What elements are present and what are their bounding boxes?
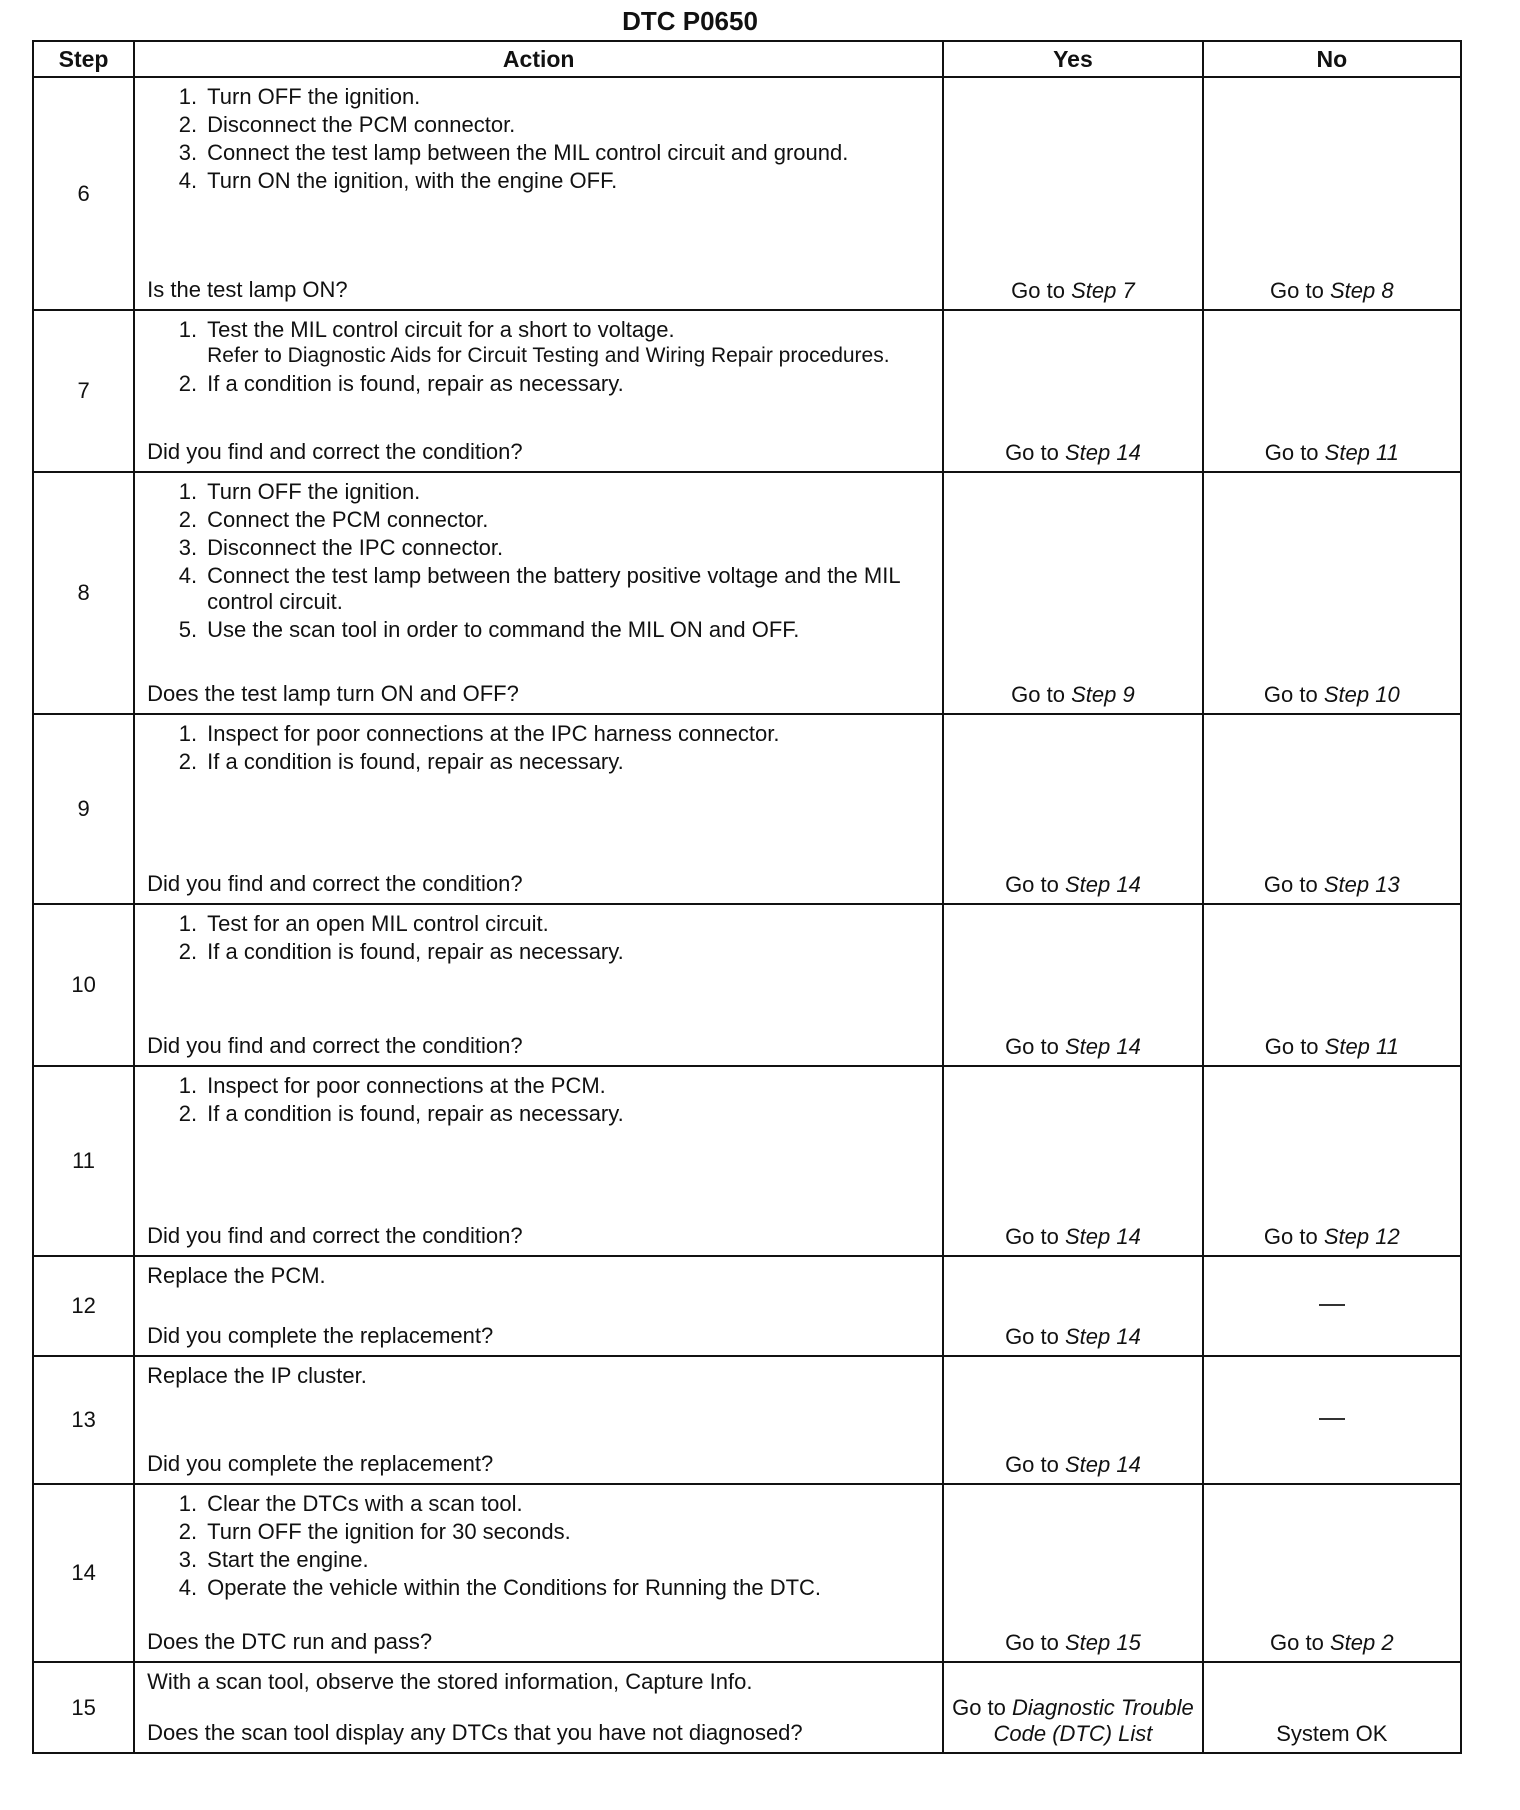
item-text-wrap: [207, 479, 930, 505]
action-list: [147, 315, 930, 399]
item-number: 2.: [178, 1101, 198, 1126]
no-cell: [1203, 1356, 1461, 1484]
item-text-wrap: [207, 1073, 930, 1099]
step-number: 11: [33, 1066, 134, 1256]
item-text: If a condition is found, repair as necessary.: [207, 371, 624, 396]
item-text: Test for an open MIL control circuit.: [207, 911, 549, 936]
item-text-wrap: [207, 112, 930, 138]
yes-prefix: Go to: [1005, 1452, 1065, 1477]
action-question: Does the DTC run and pass?: [147, 1629, 433, 1654]
item-number: 4.: [178, 168, 198, 193]
yes-step-ref: Step 14: [1064, 1452, 1141, 1477]
no-prefix: Go to: [1263, 1224, 1324, 1249]
item-text-wrap: [207, 617, 930, 643]
action-cell: [134, 310, 943, 472]
item-text: Turn OFF the ignition.: [207, 84, 421, 109]
item-text-wrap: [207, 140, 930, 166]
action-item: [147, 140, 930, 166]
action-item: [147, 1101, 930, 1127]
no-cell: [1203, 472, 1461, 714]
yes-cell: [943, 310, 1202, 472]
step-number: 7: [33, 310, 134, 472]
action-item: [147, 939, 930, 965]
action-item: [147, 84, 930, 110]
yes-prefix: Go to: [1005, 1034, 1065, 1059]
yes-prefix: Go to: [1011, 682, 1072, 707]
item-text-wrap: [207, 507, 930, 533]
step-row: [33, 77, 1461, 310]
item-text-wrap: [207, 563, 930, 615]
step-row: [33, 472, 1461, 714]
item-number: 1.: [178, 479, 198, 504]
action-line: Replace the IP cluster.: [147, 1363, 367, 1388]
no-step-ref: Step 8: [1329, 278, 1394, 303]
step-number: 13: [33, 1356, 134, 1484]
item-text-wrap: [207, 84, 930, 110]
step-row: [33, 1356, 1461, 1484]
yes-cell: [943, 904, 1202, 1066]
no-cell: [1203, 714, 1461, 904]
yes-step-ref: Step 14: [1064, 1324, 1141, 1349]
action-list: [147, 1667, 930, 1697]
action-cell: [134, 1066, 943, 1256]
no-step-ref: Step 10: [1323, 682, 1400, 707]
not-applicable-dash: [1319, 1418, 1345, 1420]
yes-step-ref: Step 14: [1064, 872, 1141, 897]
yes-step-ref: Diagnostic Trouble Code (DTC) List: [993, 1695, 1194, 1746]
action-question: Did you find and correct the condition?: [147, 439, 523, 464]
action-content: [147, 1261, 930, 1349]
item-text-wrap: [207, 939, 930, 965]
yes-cell: [943, 472, 1202, 714]
step-number: 10: [33, 904, 134, 1066]
action-content: [147, 1071, 930, 1249]
action-list: [147, 1261, 930, 1291]
item-text: If a condition is found, repair as necessary.: [207, 749, 624, 774]
action-cell: [134, 1484, 943, 1662]
step-row: [33, 904, 1461, 1066]
no-prefix: Go to: [1270, 278, 1330, 303]
item-text-wrap: [207, 1491, 930, 1517]
action-item: [147, 168, 930, 194]
action-content: [147, 82, 930, 303]
no-step-ref: Step 13: [1323, 872, 1400, 897]
item-text-wrap: [207, 535, 930, 561]
action-item: [147, 317, 930, 369]
no-step-ref: Step 2: [1329, 1630, 1394, 1655]
action-list: [147, 909, 930, 967]
yes-step-ref: Step 14: [1064, 1224, 1141, 1249]
no-prefix: Go to: [1263, 682, 1324, 707]
yes-prefix: Go to: [1005, 1630, 1065, 1655]
action-question: Did you find and correct the condition?: [147, 1223, 523, 1248]
no-step-ref: Step 11: [1324, 1034, 1399, 1059]
item-text-wrap: [207, 749, 930, 775]
yes-cell: [943, 1662, 1202, 1753]
action-question: Does the test lamp turn ON and OFF?: [147, 681, 519, 706]
action-list: [147, 1489, 930, 1603]
action-item: [147, 721, 930, 747]
yes-step-ref: Step 14: [1064, 440, 1141, 465]
item-text: Use the scan tool in order to command the MIL ON and OFF.: [207, 617, 800, 642]
item-text: Connect the PCM connector.: [207, 507, 489, 532]
no-step-ref: Step 12: [1323, 1224, 1400, 1249]
item-number: 1.: [178, 317, 198, 342]
action-cell: [134, 904, 943, 1066]
item-number: 1.: [178, 911, 198, 936]
step-number: 6: [33, 77, 134, 310]
item-text-wrap: [207, 721, 930, 747]
item-text: Connect the test lamp between the battery positive voltage and the MIL control circuit.: [207, 563, 900, 614]
action-question: Did you complete the replacement?: [147, 1451, 494, 1476]
item-text: Test the MIL control circuit for a short to voltage.: [207, 317, 675, 342]
page-title: DTC P0650: [622, 6, 758, 36]
action-item: [147, 112, 930, 138]
action-question: Did you find and correct the condition?: [147, 871, 523, 896]
action-item: [147, 1547, 930, 1573]
step-number: 14: [33, 1484, 134, 1662]
yes-prefix: Go to: [1005, 440, 1065, 465]
step-number: 8: [33, 472, 134, 714]
item-note: Refer to Diagnostic Aids for Circuit Testing and Wiring Repair procedures.: [207, 344, 890, 367]
item-number: 4.: [178, 563, 198, 588]
action-list: [147, 477, 930, 645]
yes-cell: [943, 77, 1202, 310]
item-number: 3.: [178, 140, 198, 165]
item-text-wrap: [207, 168, 930, 194]
action-content: [147, 719, 930, 897]
no-step-ref: Step 11: [1324, 440, 1399, 465]
action-list: [147, 719, 930, 777]
header-step: Step: [33, 41, 134, 77]
action-item: [147, 1073, 930, 1099]
action-item: [147, 371, 930, 397]
item-number: 4.: [178, 1575, 198, 1600]
item-number: 3.: [178, 1547, 198, 1572]
step-number: 15: [33, 1662, 134, 1753]
step-number: 9: [33, 714, 134, 904]
action-item: [147, 507, 930, 533]
item-text-wrap: [207, 1519, 930, 1545]
action-cell: [134, 1662, 943, 1753]
item-text: Inspect for poor connections at the IPC harness connector.: [207, 721, 780, 746]
item-number: 2.: [178, 1519, 198, 1544]
action-item: [147, 479, 930, 505]
item-number: 1.: [178, 721, 198, 746]
yes-prefix: Go to: [952, 1695, 1012, 1720]
yes-prefix: Go to: [1005, 1224, 1065, 1249]
item-number: 2.: [178, 371, 198, 396]
action-item: [147, 563, 930, 615]
item-number: 2.: [178, 112, 198, 137]
action-item: [147, 1519, 930, 1545]
item-text: Inspect for poor connections at the PCM.: [207, 1073, 606, 1098]
action-line: With a scan tool, observe the stored information, Capture Info.: [147, 1669, 753, 1694]
no-cell: [1203, 1484, 1461, 1662]
action-content: [147, 315, 930, 465]
header-row: [33, 41, 1461, 77]
step-row: [33, 1662, 1461, 1753]
item-text: If a condition is found, repair as necessary.: [207, 1101, 624, 1126]
header-yes: Yes: [943, 41, 1202, 77]
item-text: Start the engine.: [207, 1547, 369, 1572]
yes-step-ref: Step 7: [1071, 278, 1135, 303]
action-content: [147, 1489, 930, 1655]
step-row: [33, 1256, 1461, 1356]
action-list: [147, 1361, 930, 1391]
item-number: 2.: [178, 507, 198, 532]
item-number: 2.: [178, 939, 198, 964]
yes-step-ref: Step 14: [1064, 1034, 1141, 1059]
no-cell: [1203, 77, 1461, 310]
yes-step-ref: Step 9: [1071, 682, 1135, 707]
no-cell: [1203, 1662, 1461, 1753]
item-number: 1.: [178, 1073, 198, 1098]
item-text: Turn OFF the ignition.: [207, 479, 421, 504]
step-row: [33, 1066, 1461, 1256]
action-cell: [134, 77, 943, 310]
item-number: 1.: [178, 84, 198, 109]
action-list: [147, 82, 930, 196]
action-question: Is the test lamp ON?: [147, 277, 348, 302]
item-text-wrap: [207, 371, 930, 397]
action-item: [147, 749, 930, 775]
action-item: [147, 535, 930, 561]
no-cell: [1203, 1256, 1461, 1356]
yes-cell: [943, 714, 1202, 904]
item-text: Operate the vehicle within the Conditions for Running the DTC.: [207, 1575, 822, 1600]
no-cell: [1203, 904, 1461, 1066]
step-row: [33, 714, 1461, 904]
action-cell: [134, 1256, 943, 1356]
header-no: No: [1203, 41, 1461, 77]
step-row: [33, 1484, 1461, 1662]
action-question: Does the scan tool display any DTCs that you have not diagnosed?: [147, 1720, 803, 1745]
action-content: [147, 1667, 930, 1746]
yes-cell: [943, 1356, 1202, 1484]
dtc-table: [32, 40, 1462, 1754]
action-line: Replace the PCM.: [147, 1263, 326, 1288]
action-content: [147, 1361, 930, 1477]
step-number: 12: [33, 1256, 134, 1356]
no-prefix: Go to: [1264, 1034, 1325, 1059]
item-text-wrap: [207, 911, 930, 937]
item-text: Turn OFF the ignition for 30 seconds.: [207, 1519, 571, 1544]
item-text-wrap: [207, 1101, 930, 1127]
no-prefix: Go to: [1263, 872, 1324, 897]
item-text-wrap: [207, 1547, 930, 1573]
header-action: Action: [134, 41, 943, 77]
action-question: Did you complete the replacement?: [147, 1323, 494, 1348]
action-list: [147, 1071, 930, 1129]
item-text: Disconnect the PCM connector.: [207, 112, 516, 137]
yes-prefix: Go to: [1011, 278, 1072, 303]
no-prefix: Go to: [1264, 440, 1325, 465]
item-number: 3.: [178, 535, 198, 560]
no-prefix: Go to: [1270, 1630, 1330, 1655]
yes-prefix: Go to: [1005, 1324, 1065, 1349]
item-number: 1.: [178, 1491, 198, 1516]
item-number: 2.: [178, 749, 198, 774]
no-result: System OK: [1276, 1721, 1388, 1746]
yes-prefix: Go to: [1005, 872, 1065, 897]
action-question: Did you find and correct the condition?: [147, 1033, 523, 1058]
action-item: [147, 911, 930, 937]
action-content: [147, 477, 930, 707]
yes-cell: [943, 1066, 1202, 1256]
item-text: Turn ON the ignition, with the engine OFF.: [207, 168, 618, 193]
item-text: If a condition is found, repair as necessary.: [207, 939, 624, 964]
action-item: [147, 1575, 930, 1601]
yes-cell: [943, 1484, 1202, 1662]
action-item: [147, 617, 930, 643]
action-content: [147, 909, 930, 1059]
item-text-wrap: [207, 317, 930, 369]
yes-step-ref: Step 15: [1064, 1630, 1141, 1655]
item-text: Clear the DTCs with a scan tool.: [207, 1491, 523, 1516]
item-text-wrap: [207, 1575, 930, 1601]
not-applicable-dash: [1319, 1304, 1345, 1306]
action-cell: [134, 1356, 943, 1484]
action-item: [147, 1491, 930, 1517]
action-cell: [134, 714, 943, 904]
item-number: 5.: [178, 617, 198, 642]
yes-cell: [943, 1256, 1202, 1356]
step-row: [33, 310, 1461, 472]
action-cell: [134, 472, 943, 714]
no-cell: [1203, 1066, 1461, 1256]
item-text: Disconnect the IPC connector.: [207, 535, 504, 560]
no-cell: [1203, 310, 1461, 472]
item-text: Connect the test lamp between the MIL control circuit and ground.: [207, 140, 849, 165]
